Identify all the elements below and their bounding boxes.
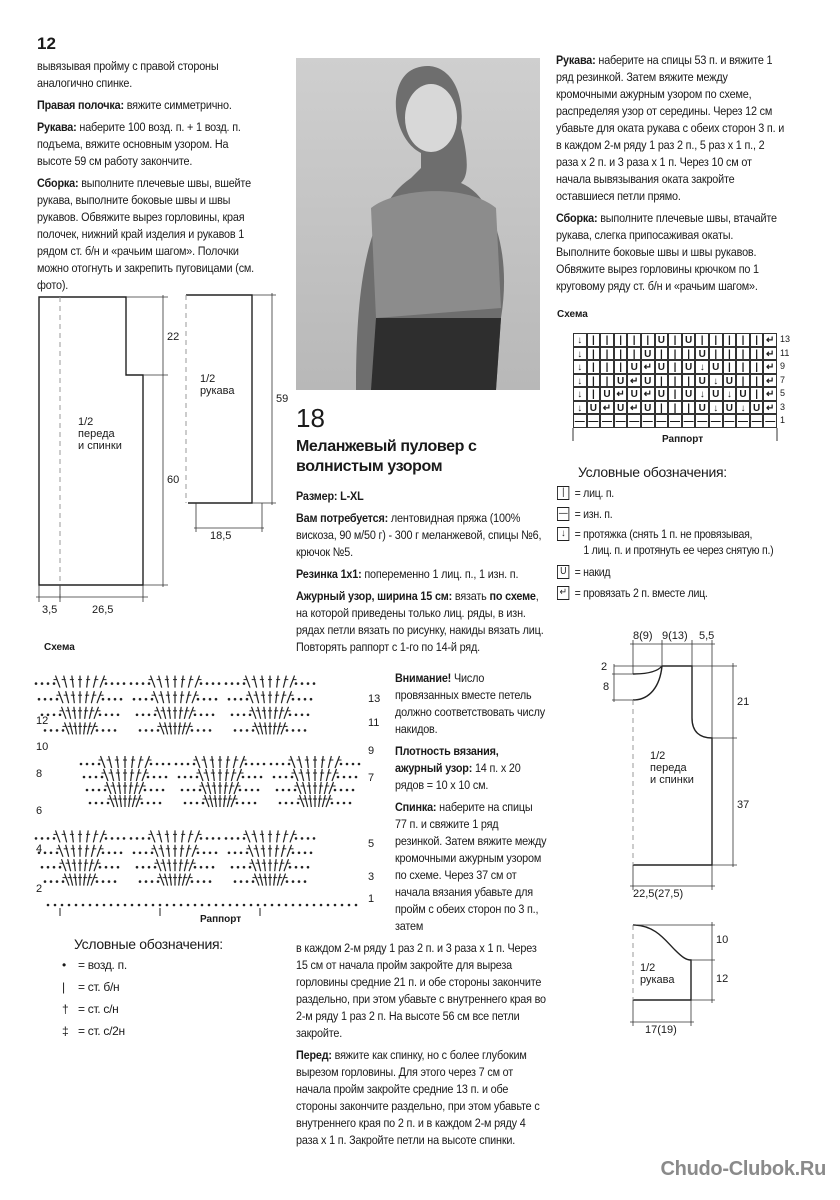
knit-chart-cell: | (750, 333, 764, 347)
knit-chart-cell: ↵ (627, 374, 641, 388)
knit-chart-cell: — (642, 416, 653, 427)
dim-sleeve-height: 59 (276, 393, 289, 405)
knit-chart-cell: ↓ (573, 374, 587, 388)
knit-chart-cell: ↓ (709, 374, 723, 388)
knit-chart-cell: — (574, 416, 585, 427)
knit-chart-cell: | (723, 347, 737, 361)
label-line: рукава (200, 385, 235, 397)
label-line: переда (78, 428, 115, 440)
crochet-chart-title: Схема (44, 642, 75, 653)
knit-chart-cell: — (737, 416, 748, 427)
knit-chart-cell: U (600, 387, 614, 401)
knit-chart-cell: ↵ (641, 387, 655, 401)
section-body: наберите на спицы 77 п. и свяжите 1 ряд резинкой. Затем вяжите между кромочными ажурным узором по схеме. Через 37 см от начала вязания убавьте для пройм с обеих сторон по 3 п., затем (395, 800, 547, 933)
knit-chart-cell: | (736, 360, 750, 374)
dim-neck-width: 8(9) (633, 630, 653, 642)
knit-chart-cell: | (655, 374, 669, 388)
knit-chart-cell: ↓ (736, 401, 750, 415)
crochet-legend-heading: Условные обозначения: (74, 936, 223, 952)
knit-chart-cell: | (587, 347, 601, 361)
label-line: 1/2 (78, 416, 94, 428)
section-label: Правая полочка: (37, 98, 124, 112)
knit-chart-cell: | (655, 347, 669, 361)
knit-chart-cell: | (655, 401, 669, 415)
legend-text: = лиц. п. (574, 486, 614, 500)
knit-chart-cell: | (668, 387, 682, 401)
knit-chart-cell: | (723, 333, 737, 347)
crochet-row-number: 7 (368, 772, 375, 784)
single-crochet-icon: | (62, 980, 65, 994)
knit-chart-cell: U (736, 387, 750, 401)
yarn-over-icon: U (557, 565, 569, 579)
crochet-row-number: 8 (36, 768, 43, 780)
knit-chart-cell: U (587, 401, 601, 415)
knit-chart-cell: U (695, 374, 709, 388)
knit-two-together-icon: ↵ (557, 586, 569, 600)
dim-armhole: 22 (167, 331, 180, 343)
knit-row-number: 11 (780, 347, 790, 358)
knit-chart-cell: | (736, 333, 750, 347)
knit-chart-cell: U (655, 360, 669, 374)
dim-cap-height: 10 (716, 934, 729, 946)
knit-chart-title: Схема (557, 309, 588, 320)
crochet-row-number: 11 (368, 717, 380, 729)
section-body: лентовидная пряжа (100% вискоза, 90 м/50 г) - 300 г меланжевой, спицы №6, крючок №5. (296, 511, 542, 559)
knit-chart-cell: | (736, 347, 750, 361)
knit-chart-cell: | (668, 347, 682, 361)
knit-chart-cell: | (600, 333, 614, 347)
knit-chart-cell: — (656, 416, 667, 427)
section-body: 14 п. х 20 рядов = 10 х 10 см. (395, 761, 521, 792)
crochet-row-number: 1 (368, 893, 375, 905)
knit-chart-cell: | (709, 347, 723, 361)
legend-text: = ст. с/н (78, 1002, 119, 1016)
section-body: , на которой приведены только лиц. ряды, в изн. рядах петли вязать по рисунку, накиды вязать лиц. Повторять раппорт с 1-го по 14-й ряд. (296, 589, 544, 654)
knit-chart-cell: ↵ (763, 360, 777, 374)
section-label: Ажурный узор, ширина 15 см: (296, 589, 453, 603)
knit-chart-cell: | (587, 333, 601, 347)
knit-chart-cell: | (723, 360, 737, 374)
paragraph-back-cont: в каждом 2-м ряду 1 раз 2 п. и 3 раза х 1 п. Через 15 см от начала пройм закройте для выреза горловины средние 21 п. и обе стороны закончите раздельно, при этом убавьте с внутреннего края во 2-м ряду 1 раз 2 п. На высоте 56 см все петли закройте. (296, 941, 546, 1040)
knit-chart-cell: U (709, 360, 723, 374)
knit-row-number: 1 (780, 415, 786, 425)
knit-chart-cell: — (601, 416, 612, 427)
crochet-row-number: 9 (368, 745, 375, 757)
section-body: L-XL (337, 489, 364, 503)
model-number: 18 (296, 403, 325, 433)
section-label: Резинка 1x1: (296, 567, 362, 581)
knit-chart-cell: ↓ (709, 401, 723, 415)
crochet-row-number: 5 (368, 838, 375, 850)
knit-chart-cell: | (668, 374, 682, 388)
treble-crochet-icon: ‡ (62, 1024, 69, 1038)
knit-chart-cell: | (695, 333, 709, 347)
knit-chart-cell: | (750, 360, 764, 374)
crochet-row-number: 6 (36, 805, 43, 817)
knit-chart-cell: ↓ (723, 387, 737, 401)
knit-chart-cell: U (750, 401, 764, 415)
knit-chart-cell: U (655, 333, 669, 347)
knit-chart-cell: ↓ (573, 401, 587, 415)
knit-chart-cell: U (641, 347, 655, 361)
section-label: Плотность вязания, ажурный узор: (395, 744, 499, 775)
knit-chart-cell: | (587, 387, 601, 401)
legend-text: = ст. б/н (78, 980, 120, 994)
section-body: наберите 100 возд. п. + 1 возд. п. подъема, вяжите основным узором. На высоте 59 см работу закончите. (37, 120, 241, 168)
knit-chart-cell: ↵ (600, 401, 614, 415)
section-label: Перед: (296, 1048, 332, 1062)
knit-chart-cell: ↵ (763, 387, 777, 401)
section-label: Рукава: (556, 53, 596, 67)
knit-chart-cell: | (750, 374, 764, 388)
knit-row-number: 9 (780, 361, 786, 371)
knit-chart-cell: | (682, 374, 696, 388)
knit-chart-cell: ↓ (695, 360, 709, 374)
label-line: переда (650, 762, 687, 774)
knit-chart-cell: | (682, 347, 696, 361)
legend-text: = ст. с/2н (78, 1024, 125, 1038)
section-body: наберите на спицы 53 п. и вяжите 1 ряд резинкой. Затем вяжите между кромочными ажурным узором по схеме, распределяя узор от середины. Через 12 см убавьте для оката рукава с обеих сторон 3 п. и в каждом 2-м ряду 1 раз 2 п., 5 раз х 1 п., 2 раза х 2 п. и 3 раза х 1 п. Через 10 см от начала вывязывания оката закройте оставшиеся петли прямо. (556, 53, 785, 203)
crochet-row-number: 2 (36, 883, 43, 895)
knit-chart-cell: | (587, 374, 601, 388)
watermark: Chudo-Clubok.Ru (660, 1158, 826, 1180)
legend-text-line: 1 лиц. п. и протянуть ее через снятую п.) (583, 543, 774, 557)
knit-chart-cell: — (751, 416, 762, 427)
knit-chart-cell: U (723, 374, 737, 388)
knit-chart-cell: U (695, 401, 709, 415)
knit-chart-cell: ↓ (573, 333, 587, 347)
legend-text: = провязать 2 п. вместе лиц. (574, 586, 708, 600)
section-body: выполните плечевые швы, вшейте рукава, выполните боковые швы и швы рукавов. Обвяжите вырез горловины, края полочек, нижний край изделия и рукавов 1 рядом ст. б/н и «рачьим шагом». Полочки можно отогнуть и закрепить пуговицами (см. фото). (37, 176, 255, 292)
intro-paragraph: вывязывая пройму с правой стороны аналогично спинке. (37, 59, 219, 90)
knit-chart-cell: — (697, 416, 708, 427)
section-label: Рукава: (37, 120, 77, 134)
knit-chart-cell: — (669, 416, 680, 427)
double-crochet-icon: † (62, 1002, 69, 1016)
knit-legend-heading: Условные обозначения: (578, 464, 727, 480)
dim-half-width-18: 22,5(27,5) (633, 888, 684, 900)
knit-chart-cell: U (709, 387, 723, 401)
section-body: Число провязанных вместе петель должно соответствовать числу накидов. (395, 671, 545, 736)
knit-chart-cell: ↵ (763, 374, 777, 388)
knit-chart-cell: ↓ (573, 387, 587, 401)
knit-chart-cell: | (600, 374, 614, 388)
knit-chart-cell: | (614, 347, 628, 361)
page-number: 12 (37, 34, 56, 53)
dim-neck-front: 8 (603, 681, 610, 693)
knit-chart-cell: — (724, 416, 735, 427)
knit-chart-cell: U (655, 387, 669, 401)
label-line: и спинки (650, 774, 694, 786)
knit-chart-cell: ↵ (763, 333, 777, 347)
knit-chart-cell: ↵ (763, 347, 777, 361)
section-label: Сборка: (556, 211, 598, 225)
purl-stitch-icon: — (558, 508, 568, 519)
knit-chart-cell: | (668, 360, 682, 374)
dim-shoulder: 9(13) (662, 630, 688, 642)
knit-chart-cell: U (723, 401, 737, 415)
dim-neck-back: 2 (601, 661, 608, 673)
knit-chart-cell: | (627, 333, 641, 347)
knit-stitch-icon: | (557, 486, 569, 500)
section-label: Внимание! (395, 671, 452, 685)
crochet-row-number: 4 (36, 843, 43, 855)
knit-chart-cell: U (627, 360, 641, 374)
knit-chart-cell: | (750, 387, 764, 401)
crochet-row-number: 13 (368, 693, 381, 705)
knit-chart-cell: | (682, 401, 696, 415)
crochet-row-number: 3 (368, 871, 375, 883)
dim-body-height: 60 (167, 474, 180, 486)
knit-chart-cell: | (668, 333, 682, 347)
dim-side-height: 37 (737, 799, 750, 811)
knit-chart-cell: U (641, 374, 655, 388)
knit-chart-cell: — (629, 416, 640, 427)
knit-chart-cell: U (627, 387, 641, 401)
knit-chart-cell: ↓ (573, 360, 587, 374)
knit-chart-cell: U (614, 374, 628, 388)
legend-text: = изн. п. (574, 507, 613, 521)
knit-repeat-label: Раппорт (662, 434, 704, 445)
chain-stitch-icon: • (62, 958, 66, 972)
knit-chart-cell: ↵ (763, 401, 777, 415)
section-label: Сборка: (37, 176, 79, 190)
knit-chart-cell: | (587, 360, 601, 374)
label-line: 1/2 (650, 750, 666, 762)
knit-chart-cell: | (641, 333, 655, 347)
knit-chart-cell: ↓ (573, 347, 587, 361)
knit-row-number: 7 (780, 374, 786, 385)
knit-chart-cell: | (627, 347, 641, 361)
section-label: Спинка: (395, 800, 437, 814)
section-body: попеременно 1 лиц. п., 1 изн. п. (361, 567, 519, 581)
knit-chart-cell: — (765, 416, 776, 427)
legend-text-line: = протяжка (снять 1 п. не провязывая, (574, 527, 753, 541)
knit-chart-cell: — (588, 416, 599, 427)
knit-chart-cell: U (682, 333, 696, 347)
body-piece-label-18 (650, 750, 694, 786)
dim-sleeve-height-18: 12 (716, 973, 729, 985)
slip-pass-stitch-icon: ↓ (557, 527, 569, 541)
model-title: Меланжевый пуловер с волнистым узором (296, 438, 477, 475)
section-body: вязать (452, 589, 490, 603)
crochet-repeat-label: Раппорт (200, 914, 242, 925)
section-body: выполните плечевые швы, втачайте рукава, слегка припосаживая окаты. Выполните боковые швы и швы рукавов. Обвяжите вырез горловины крючком по 1 круговому ряду ст. б/н и «рачьим шагом». (556, 211, 777, 293)
knit-chart-cell: | (600, 360, 614, 374)
dim-overlap: 3,5 (42, 604, 58, 616)
knit-chart-cell: ↓ (695, 387, 709, 401)
label-line: рукава (640, 974, 675, 986)
section-body: вяжите симметрично. (123, 98, 232, 112)
section-label: Вам потребуется: (296, 511, 389, 525)
dim-armhole-width: 5,5 (699, 630, 715, 642)
label-line: и спинки (78, 440, 122, 452)
knit-chart-cell: U (682, 360, 696, 374)
dim-sleeve-width-18: 17(19) (645, 1024, 677, 1036)
crochet-row-number: 12 (36, 715, 49, 727)
knit-chart-cell: | (614, 360, 628, 374)
label-line: 1/2 (200, 373, 216, 385)
knit-chart-cell: U (641, 401, 655, 415)
knit-chart-cell: — (683, 416, 694, 427)
knit-chart-cell: — (615, 416, 626, 427)
sleeve-piece-label-18 (640, 962, 675, 986)
paragraph-front (296, 1047, 546, 1149)
dim-armhole-height: 21 (737, 696, 750, 708)
knit-chart-cell: — (710, 416, 721, 427)
dim-half-width: 26,5 (92, 604, 114, 616)
knit-chart-cell: ↵ (614, 387, 628, 401)
knit-row-number: 13 (780, 334, 791, 344)
knit-chart-cell: | (709, 333, 723, 347)
knit-chart-cell: U (614, 401, 628, 415)
dim-sleeve-width: 18,5 (210, 530, 232, 542)
knit-chart-cell: U (695, 347, 709, 361)
crochet-row-number: 10 (36, 741, 49, 753)
knit-chart-cell: | (668, 401, 682, 415)
knit-chart-cell: ↵ (627, 401, 641, 415)
label-line: 1/2 (640, 962, 656, 974)
knit-chart-cell: | (614, 333, 628, 347)
knit-row-number: 3 (780, 401, 786, 412)
knit-chart-cell: | (750, 347, 764, 361)
knit-chart-cell: | (736, 374, 750, 388)
knit-chart-cell: ↵ (641, 360, 655, 374)
legend-text: = возд. п. (78, 958, 127, 972)
section-label: Размер: (296, 489, 338, 503)
section-body: вяжите как спинку, но с более глубоким вырезом горловины. Для этого через 7 см от начала пройм закройте средние 13 п. и обе стороны закончите раздельно, при этом убавьте с внутреннего края по 2 п. и в каждом 2-м ряду 4 раза х 1 п. Закройте петли на высоте спинки. (296, 1048, 540, 1147)
section-emphasis: по схеме (489, 589, 536, 603)
knit-chart-cell: U (682, 387, 696, 401)
legend-text: = накид (574, 565, 611, 579)
knit-chart-cell: | (600, 347, 614, 361)
knit-row-number: 5 (780, 388, 786, 398)
